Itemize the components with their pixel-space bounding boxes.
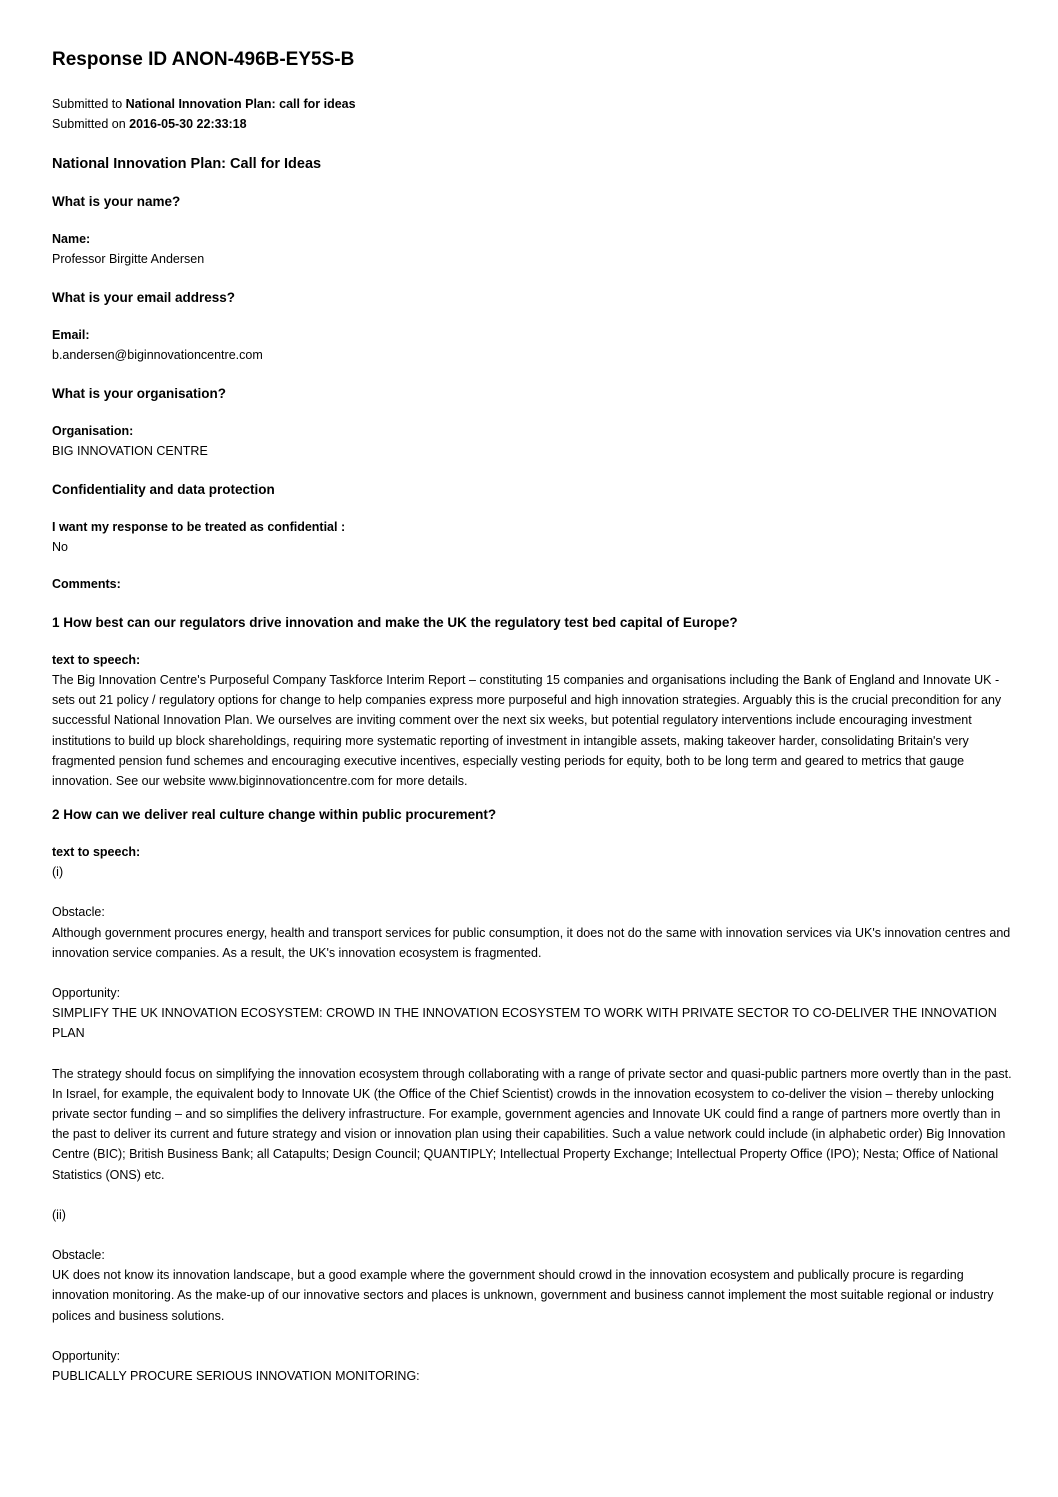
q1-text-to-speech-label: text to speech: <box>52 653 141 667</box>
email-question: What is your email address? <box>52 290 236 305</box>
organisation-question: What is your organisation? <box>52 386 227 401</box>
confidential-label: I want my response to be treated as confidential : <box>52 520 346 534</box>
submitted-on-value: 2016-05-30 22:33:18 <box>129 117 247 131</box>
q2-opportunity1-heading: SIMPLIFY THE UK INNOVATION ECOSYSTEM: CROWD IN THE INNOVATION ECOSYSTEM TO WORK WITH PRIVATE SECTOR TO CO-DELIVER THE INNOVATION PLAN <box>52 1006 997 1041</box>
form-title: National Innovation Plan: Call for Ideas <box>52 156 322 172</box>
submitted-to-line <box>52 94 1012 114</box>
submitted-to-prefix: Submitted to <box>52 97 126 111</box>
email-value: b.andersen@biginnovationcentre.com <box>52 348 263 362</box>
q2-obstacle1-label: Obstacle: <box>52 905 105 920</box>
confidential-value: No <box>52 540 68 554</box>
name-label: Name: <box>52 232 91 246</box>
q1-answer: The Big Innovation Centre's Purposeful Company Taskforce Interim Report – constituting 15 companies and organisations including the Bank of England and Innovate UK - sets out 21 policy / regulatory options for change to help companies express more purposeful and high innovation strategies. Arguably this is the crucial precondition for any successful National Innovation Plan. We ourselves are inviting comment over the next six weeks, but potential regulatory interventions include encouraging investment institutions to build up block shareholdings, requiring more systematic reporting of investment in intangible assets, making takeover harder, consolidating Britain's very fragmented pension fund schemes and encouraging executive incentives, especially vesting periods for equity, both to be long term and geared to metrics that gauge innovation. See our website www.biginnovationcentre.com for more details. <box>52 673 1002 789</box>
q2-text-to-speech-label: text to speech: <box>52 845 141 860</box>
submitted-to-value: National Innovation Plan: call for ideas <box>125 97 356 111</box>
q2-opportunity2-heading: PUBLICALLY PROCURE SERIOUS INNOVATION MONITORING: <box>52 1369 420 1384</box>
submitted-on-prefix: Submitted on <box>52 117 130 131</box>
submitted-on-line <box>52 114 1012 134</box>
organisation-value: BIG INNOVATION CENTRE <box>52 444 208 458</box>
name-value: Professor Birgitte Andersen <box>52 252 205 266</box>
question-1: 1 How best can our regulators drive innovation and make the UK the regulatory test bed capital of Europe? <box>52 615 738 630</box>
document-page <box>52 48 1012 1386</box>
q2-opportunity1-text: The strategy should focus on simplifying the innovation ecosystem through collaborating with a range of private sector and quasi-public partners more overtly than in the past. In Israel, for example, the equivalent body to Innovate UK (the Office of the Chief Scientist) crowds in the innovation ecosystem to co-deliver the vision – thereby unlocking private sector funding – and so simplifies the delivery infrastructure. For example, government agencies and Innovate UK could find a range of partners more overtly than in the past to deliver its current and future strategy and vision or innovation plan using their capabilities. Such a value network could include (in alphabetic order) Big Innovation Centre (BIC); British Business Bank; all Catapults; Design Council; QUANTIPLY; Intellectual Property Exchange; Intellectual Property Office (IPO); Nesta; Office of National Statistics (ONS) etc. <box>52 1066 1012 1182</box>
response-id-title: Response ID ANON-496B-EY5S-B <box>52 49 355 70</box>
q2-obstacle2-label: Obstacle: <box>52 1248 105 1263</box>
q2-obstacle1-text: Although government procures energy, health and transport services for public consumption, it does not do the same with innovation services via UK's innovation centres and innovation service companies. As a result, the UK's innovation ecosystem is fragmented. <box>52 925 1011 960</box>
confidentiality-question: Confidentiality and data protection <box>52 482 275 497</box>
comments-label: Comments: <box>52 577 121 591</box>
name-question: What is your name? <box>52 194 181 209</box>
q2-opportunity2-label: Opportunity: <box>52 1348 121 1363</box>
q2-part1-marker: (i) <box>52 865 64 880</box>
organisation-label: Organisation: <box>52 424 134 438</box>
q2-part2-marker: (ii) <box>52 1207 66 1222</box>
email-label: Email: <box>52 328 90 342</box>
q2-obstacle2-text: UK does not know its innovation landscape, but a good example where the government should crowd in the innovation ecosystem and publically procure is regarding innovation monitoring. As the make-up of our innovative sectors and places is unknown, government and business cannot implement the most suitable regional or industry polices and business solutions. <box>52 1268 994 1323</box>
q2-opportunity1-label: Opportunity: <box>52 986 121 1001</box>
question-2: 2 How can we deliver real culture change within public procurement? <box>52 807 497 823</box>
